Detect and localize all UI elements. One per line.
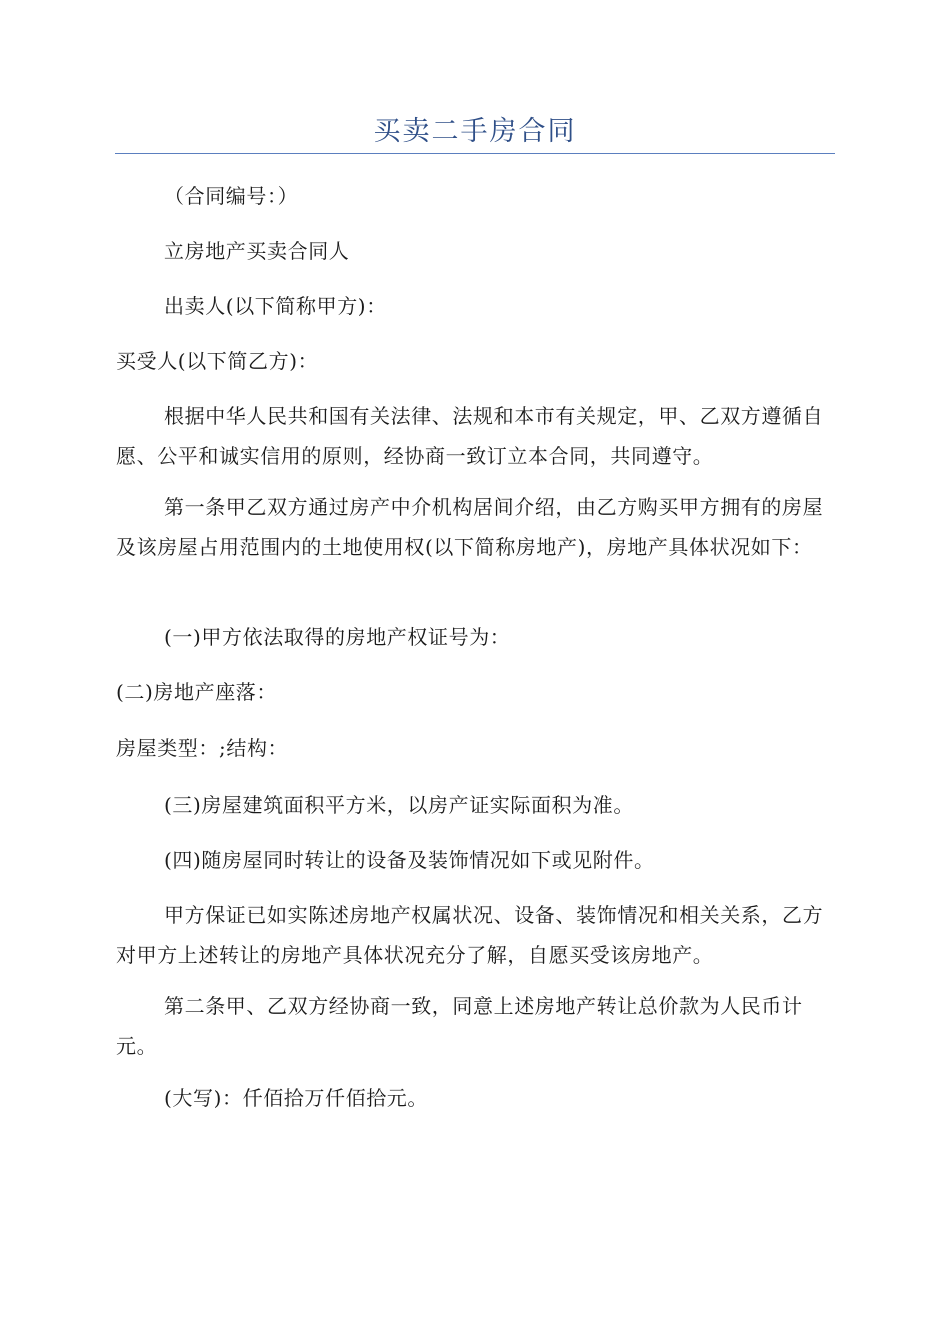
clause-3-area: (三)房屋建筑面积平方米，以房产证实际面积为准。	[164, 793, 635, 817]
document-title: 买卖二手房合同	[373, 116, 577, 147]
article-1-paragraph: 第一条甲乙双方通过房产中介机构居间介绍，由乙方购买甲方拥有的房屋及该房屋占用范围内的土地使用权(以下简称房地产)，房地产具体状况如下：	[116, 495, 824, 559]
clause-1-certificate: (一)甲方依法取得的房地产权证号为：	[164, 625, 511, 649]
amount-in-words-line: (大写)：仟佰拾万仟佰拾元。	[164, 1086, 429, 1110]
seller-line: 出卖人(以下简称甲方)：	[164, 294, 387, 318]
clause-4-equipment: (四)随房屋同时转让的设备及装饰情况如下或见附件。	[164, 848, 655, 872]
buyer-line: 买受人(以下简乙方)：	[116, 349, 319, 373]
house-type-line: 房屋类型：;结构：	[116, 736, 289, 760]
seller-guarantee-paragraph: 甲方保证已如实陈述房地产权属状况、设备、装饰情况和相关关系，乙方对甲方上述转让的房地产具体状况充分了解，自愿买受该房地产。	[116, 903, 824, 967]
clause-2-location: (二)房地产座落：	[116, 680, 278, 704]
parties-heading: 立房地产买卖合同人	[164, 239, 350, 263]
contract-number-line: （合同编号：）	[164, 184, 299, 208]
title-underline	[115, 153, 835, 154]
article-2-paragraph: 第二条甲、乙双方经协商一致，同意上述房地产转让总价款为人民币计元。	[116, 994, 803, 1058]
preamble-paragraph: 根据中华人民共和国有关法律、法规和本市有关规定，甲、乙双方遵循自愿、公平和诚实信用的原则，经协商一致订立本合同，共同遵守。	[116, 404, 824, 468]
